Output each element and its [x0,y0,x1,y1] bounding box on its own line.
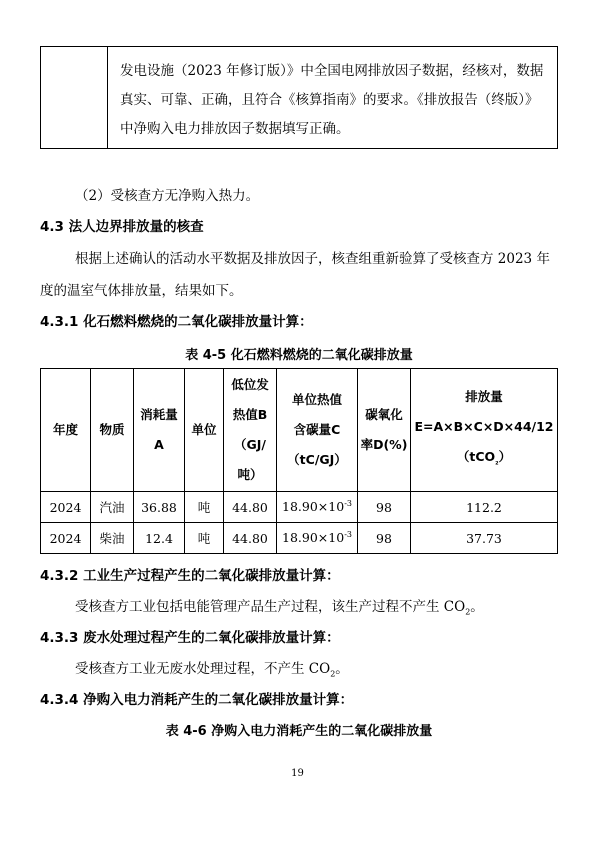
para-4-3-3: 受核查方工业无废水处理过程，不产生 $CO_2$。 [75,661,349,679]
col-unit: 单位 [185,369,224,492]
note-line: 中净购入电力排放因子数据填写正确。 [120,121,350,137]
col-emission: 排放量 E=A×B×C×D×44/12 （tCO$_{_2}$） [411,369,558,492]
cell-unit: 吨 [185,523,224,554]
table-4-5-caption: 表 4-5 化石燃料燃烧的二氧化碳排放量 [185,348,413,363]
section-4-3-heading: 4.3 法人边界排放量的核查 [40,219,204,235]
cell-oxidation: 98 [358,492,411,523]
cell-emission: 112.2 [411,492,558,523]
fossil-fuel-emission-table [40,368,558,554]
para-heat: （2）受核查方无净购入热力。 [75,188,260,204]
para-recalc-line2: 度的温室气体排放量，结果如下。 [40,283,243,299]
cell-ncv: 44.80 [224,492,277,523]
table-header-row [41,369,558,492]
col-consumption: 消耗量 A [134,369,185,492]
note-table-content-cell [108,47,558,149]
section-4-3-2-heading: 4.3.2 工业生产过程产生的二氧化碳排放量计算： [40,568,340,584]
table-row [41,492,558,523]
cell-oxidation: 98 [358,523,411,554]
page-number: 19 [291,768,304,779]
cell-consumption: 12.4 [134,523,185,554]
note-table-label-cell [41,47,108,149]
section-4-3-3-heading: 4.3.3 废水处理过程产生的二氧化碳排放量计算： [40,630,340,646]
col-ncv: 低位发 热值B （GJ/ 吨） [224,369,277,492]
section-4-3-4-heading: 4.3.4 净购入电力消耗产生的二氧化碳排放量计算： [40,692,354,708]
col-oxidation: 碳氧化 率D(%) [358,369,411,492]
para-4-3-2: 受核查方工业包括电能管理产品生产过程，该生产过程不产生 $CO_2$。 [75,599,484,617]
cell-year: 2024 [41,523,91,554]
col-year: 年度 [41,369,91,492]
table-row [41,523,558,554]
section-4-3-1-heading: 4.3.1 化石燃料燃烧的二氧化碳排放量计算： [40,314,313,330]
cell-consumption: 36.88 [134,492,185,523]
cell-material: 汽油 [91,492,134,523]
cell-material: 柴油 [91,523,134,554]
note-line: 真实、可靠、正确，且符合《核算指南》的要求。《排放报告（终版）》 [120,92,539,108]
note-line: 发电设施（2023 年修订版）》中全国电网排放因子数据，经核对，数据 [120,63,544,79]
cell-carbon-content: $18.90\times 10^{-3}$ [277,492,358,523]
cell-unit: 吨 [185,492,224,523]
col-carbon-content: 单位热值 含碳量C （tC/GJ） [277,369,358,492]
cell-emission: 37.73 [411,523,558,554]
cell-ncv: 44.80 [224,523,277,554]
cell-year: 2024 [41,492,91,523]
col-material: 物质 [91,369,134,492]
para-recalc-line1: 根据上述确认的活动水平数据及排放因子，核查组重新验算了受核查方 2023 年 [75,251,550,267]
cell-carbon-content: $18.90\times 10^{-3}$ [277,523,358,554]
verification-note-table [40,46,558,149]
table-4-6-caption: 表 4-6 净购入电力消耗产生的二氧化碳排放量 [165,724,433,739]
